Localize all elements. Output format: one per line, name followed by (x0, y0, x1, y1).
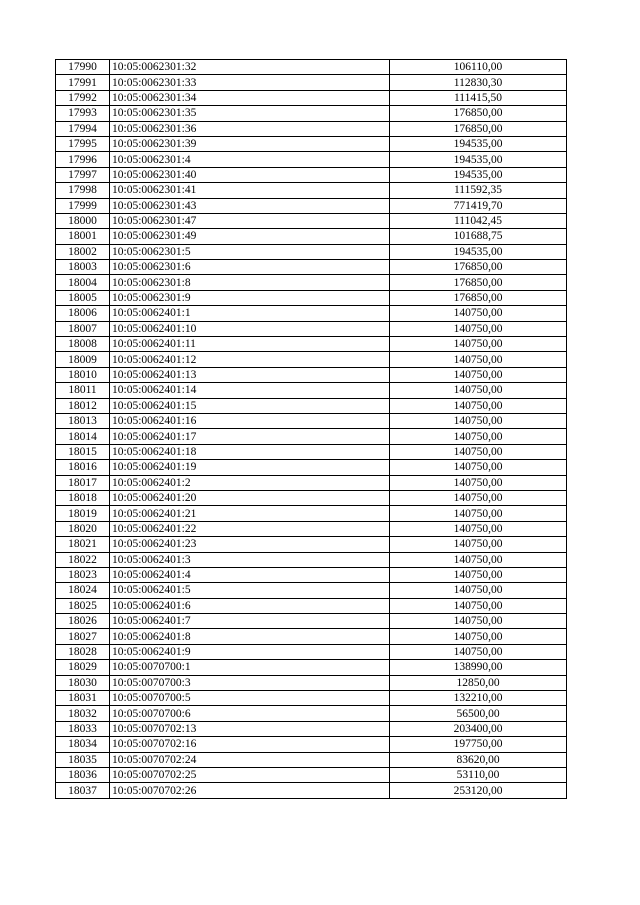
value-cell: 194535,00 (390, 244, 567, 259)
cadastral-number-cell: 10:05:0062401:14 (110, 383, 390, 398)
table-row (56, 721, 567, 736)
value-cell: 140750,00 (390, 306, 567, 321)
table-row (56, 767, 567, 782)
value-cell: 140750,00 (390, 521, 567, 536)
table-row (56, 321, 567, 336)
cadastral-number-cell: 10:05:0062401:18 (110, 444, 390, 459)
value-cell: 253120,00 (390, 783, 567, 798)
table-row (56, 614, 567, 629)
cadastral-number-cell: 10:05:0062301:8 (110, 275, 390, 290)
table-row (56, 213, 567, 228)
value-cell: 140750,00 (390, 398, 567, 413)
value-cell: 140750,00 (390, 552, 567, 567)
row-number-cell: 18019 (56, 506, 110, 521)
table-row (56, 691, 567, 706)
cadastral-number-cell: 10:05:0062401:13 (110, 367, 390, 382)
value-cell: 140750,00 (390, 614, 567, 629)
row-number-cell: 17994 (56, 121, 110, 136)
table-row (56, 444, 567, 459)
row-number-cell: 18021 (56, 537, 110, 552)
cadastral-number-cell: 10:05:0062301:5 (110, 244, 390, 259)
cadastral-number-cell: 10:05:0070702:26 (110, 783, 390, 798)
row-number-cell: 17991 (56, 75, 110, 90)
cadastral-number-cell: 10:05:0062401:15 (110, 398, 390, 413)
row-number-cell: 18026 (56, 614, 110, 629)
cadastral-number-cell: 10:05:0062301:47 (110, 213, 390, 228)
cadastral-number-cell: 10:05:0070702:13 (110, 721, 390, 736)
value-cell: 176850,00 (390, 275, 567, 290)
value-cell: 140750,00 (390, 321, 567, 336)
cadastral-number-cell: 10:05:0062401:23 (110, 537, 390, 552)
value-cell: 140750,00 (390, 383, 567, 398)
value-cell: 194535,00 (390, 167, 567, 182)
table-row (56, 290, 567, 305)
table-row (56, 737, 567, 752)
cadastral-number-cell: 10:05:0062301:9 (110, 290, 390, 305)
cadastral-number-cell: 10:05:0062301:35 (110, 106, 390, 121)
value-cell: 176850,00 (390, 121, 567, 136)
row-number-cell: 18032 (56, 706, 110, 721)
table-row (56, 121, 567, 136)
table-row (56, 752, 567, 767)
row-number-cell: 18017 (56, 475, 110, 490)
table-row (56, 660, 567, 675)
value-cell: 111592,35 (390, 183, 567, 198)
row-number-cell: 18004 (56, 275, 110, 290)
cadastral-number-cell: 10:05:0062401:8 (110, 629, 390, 644)
cadastral-number-cell: 10:05:0062401:7 (110, 614, 390, 629)
value-cell: 140750,00 (390, 629, 567, 644)
table-row (56, 136, 567, 151)
cadastral-number-cell: 10:05:0062301:40 (110, 167, 390, 182)
cadastral-number-cell: 10:05:0062401:11 (110, 337, 390, 352)
row-number-cell: 18028 (56, 644, 110, 659)
cadastral-number-cell: 10:05:0062301:33 (110, 75, 390, 90)
row-number-cell: 18030 (56, 675, 110, 690)
cadastral-number-cell: 10:05:0062301:4 (110, 152, 390, 167)
value-cell: 138990,00 (390, 660, 567, 675)
table-row (56, 152, 567, 167)
row-number-cell: 17996 (56, 152, 110, 167)
table-row (56, 537, 567, 552)
value-cell: 140750,00 (390, 490, 567, 505)
cadastral-number-cell: 10:05:0070700:1 (110, 660, 390, 675)
cadastral-number-cell: 10:05:0062401:3 (110, 552, 390, 567)
table-row (56, 475, 567, 490)
row-number-cell: 17992 (56, 90, 110, 105)
table-row (56, 352, 567, 367)
value-cell: 140750,00 (390, 367, 567, 382)
row-number-cell: 18016 (56, 460, 110, 475)
row-number-cell: 18012 (56, 398, 110, 413)
row-number-cell: 18027 (56, 629, 110, 644)
row-number-cell: 18008 (56, 337, 110, 352)
row-number-cell: 17998 (56, 183, 110, 198)
table-row (56, 383, 567, 398)
value-cell: 176850,00 (390, 106, 567, 121)
table-row (56, 106, 567, 121)
table-row (56, 783, 567, 798)
cadastral-number-cell: 10:05:0062401:12 (110, 352, 390, 367)
table-row (56, 60, 567, 75)
value-cell: 106110,00 (390, 60, 567, 75)
table-row (56, 506, 567, 521)
cadastral-number-cell: 10:05:0070702:24 (110, 752, 390, 767)
table-row (56, 306, 567, 321)
row-number-cell: 18014 (56, 429, 110, 444)
row-number-cell: 18005 (56, 290, 110, 305)
value-cell: 140750,00 (390, 413, 567, 428)
value-cell: 194535,00 (390, 136, 567, 151)
value-cell: 12850,00 (390, 675, 567, 690)
table-row (56, 552, 567, 567)
table-row (56, 75, 567, 90)
row-number-cell: 18024 (56, 583, 110, 598)
cadastral-number-cell: 10:05:0062301:32 (110, 60, 390, 75)
table-row (56, 337, 567, 352)
value-cell: 140750,00 (390, 460, 567, 475)
cadastral-number-cell: 10:05:0070700:5 (110, 691, 390, 706)
row-number-cell: 18010 (56, 367, 110, 382)
value-cell: 140750,00 (390, 644, 567, 659)
cadastral-number-cell: 10:05:0070702:16 (110, 737, 390, 752)
table-row (56, 167, 567, 182)
row-number-cell: 17990 (56, 60, 110, 75)
table-row (56, 490, 567, 505)
value-cell: 53110,00 (390, 767, 567, 782)
value-cell: 140750,00 (390, 444, 567, 459)
cadastral-number-cell: 10:05:0062401:1 (110, 306, 390, 321)
table-row (56, 644, 567, 659)
table-row (56, 567, 567, 582)
cadastral-number-cell: 10:05:0070702:25 (110, 767, 390, 782)
row-number-cell: 18006 (56, 306, 110, 321)
cadastral-number-cell: 10:05:0062301:36 (110, 121, 390, 136)
table-row (56, 429, 567, 444)
table-row (56, 183, 567, 198)
row-number-cell: 18013 (56, 413, 110, 428)
table-row (56, 260, 567, 275)
table-row (56, 244, 567, 259)
row-number-cell: 18034 (56, 737, 110, 752)
row-number-cell: 18037 (56, 783, 110, 798)
cadastral-number-cell: 10:05:0062401:2 (110, 475, 390, 490)
row-number-cell: 18025 (56, 598, 110, 613)
cadastral-number-cell: 10:05:0062401:17 (110, 429, 390, 444)
cadastral-number-cell: 10:05:0062301:49 (110, 229, 390, 244)
cadastral-number-cell: 10:05:0070700:6 (110, 706, 390, 721)
table-row (56, 675, 567, 690)
table-row (56, 460, 567, 475)
cadastral-number-cell: 10:05:0062401:4 (110, 567, 390, 582)
row-number-cell: 18015 (56, 444, 110, 459)
table-row (56, 629, 567, 644)
cadastral-number-cell: 10:05:0062401:6 (110, 598, 390, 613)
table-body (56, 60, 567, 799)
cadastral-number-cell: 10:05:0062401:21 (110, 506, 390, 521)
cadastral-number-cell: 10:05:0062301:39 (110, 136, 390, 151)
cadastral-number-cell: 10:05:0062401:22 (110, 521, 390, 536)
row-number-cell: 18020 (56, 521, 110, 536)
value-cell: 111415,50 (390, 90, 567, 105)
row-number-cell: 18002 (56, 244, 110, 259)
value-cell: 176850,00 (390, 260, 567, 275)
row-number-cell: 17997 (56, 167, 110, 182)
table-row (56, 275, 567, 290)
value-cell: 132210,00 (390, 691, 567, 706)
value-cell: 140750,00 (390, 352, 567, 367)
cadastral-value-table (55, 59, 567, 799)
table-row (56, 229, 567, 244)
value-cell: 101688,75 (390, 229, 567, 244)
row-number-cell: 18001 (56, 229, 110, 244)
value-cell: 140750,00 (390, 537, 567, 552)
cadastral-number-cell: 10:05:0062401:16 (110, 413, 390, 428)
table-row (56, 198, 567, 213)
cadastral-number-cell: 10:05:0062301:6 (110, 260, 390, 275)
value-cell: 112830,30 (390, 75, 567, 90)
table-row (56, 583, 567, 598)
value-cell: 140750,00 (390, 429, 567, 444)
row-number-cell: 18022 (56, 552, 110, 567)
cadastral-number-cell: 10:05:0070700:3 (110, 675, 390, 690)
row-number-cell: 18023 (56, 567, 110, 582)
value-cell: 140750,00 (390, 567, 567, 582)
value-cell: 140750,00 (390, 598, 567, 613)
row-number-cell: 17995 (56, 136, 110, 151)
value-cell: 56500,00 (390, 706, 567, 721)
cadastral-number-cell: 10:05:0062401:19 (110, 460, 390, 475)
value-cell: 197750,00 (390, 737, 567, 752)
row-number-cell: 17999 (56, 198, 110, 213)
cadastral-number-cell: 10:05:0062301:41 (110, 183, 390, 198)
cadastral-number-cell: 10:05:0062301:34 (110, 90, 390, 105)
table-row (56, 706, 567, 721)
value-cell: 111042,45 (390, 213, 567, 228)
row-number-cell: 18018 (56, 490, 110, 505)
table-row (56, 413, 567, 428)
table-row (56, 598, 567, 613)
table-row (56, 521, 567, 536)
value-cell: 203400,00 (390, 721, 567, 736)
cadastral-number-cell: 10:05:0062401:5 (110, 583, 390, 598)
value-cell: 140750,00 (390, 475, 567, 490)
row-number-cell: 18031 (56, 691, 110, 706)
row-number-cell: 18035 (56, 752, 110, 767)
table-row (56, 398, 567, 413)
cadastral-number-cell: 10:05:0062301:43 (110, 198, 390, 213)
value-cell: 83620,00 (390, 752, 567, 767)
cadastral-number-cell: 10:05:0062401:20 (110, 490, 390, 505)
value-cell: 771419,70 (390, 198, 567, 213)
cadastral-number-cell: 10:05:0062401:9 (110, 644, 390, 659)
row-number-cell: 18000 (56, 213, 110, 228)
row-number-cell: 18007 (56, 321, 110, 336)
row-number-cell: 18011 (56, 383, 110, 398)
row-number-cell: 18003 (56, 260, 110, 275)
row-number-cell: 18033 (56, 721, 110, 736)
value-cell: 194535,00 (390, 152, 567, 167)
row-number-cell: 18036 (56, 767, 110, 782)
row-number-cell: 18029 (56, 660, 110, 675)
table-row (56, 90, 567, 105)
value-cell: 176850,00 (390, 290, 567, 305)
cadastral-number-cell: 10:05:0062401:10 (110, 321, 390, 336)
value-cell: 140750,00 (390, 583, 567, 598)
row-number-cell: 17993 (56, 106, 110, 121)
value-cell: 140750,00 (390, 506, 567, 521)
table-row (56, 367, 567, 382)
value-cell: 140750,00 (390, 337, 567, 352)
row-number-cell: 18009 (56, 352, 110, 367)
